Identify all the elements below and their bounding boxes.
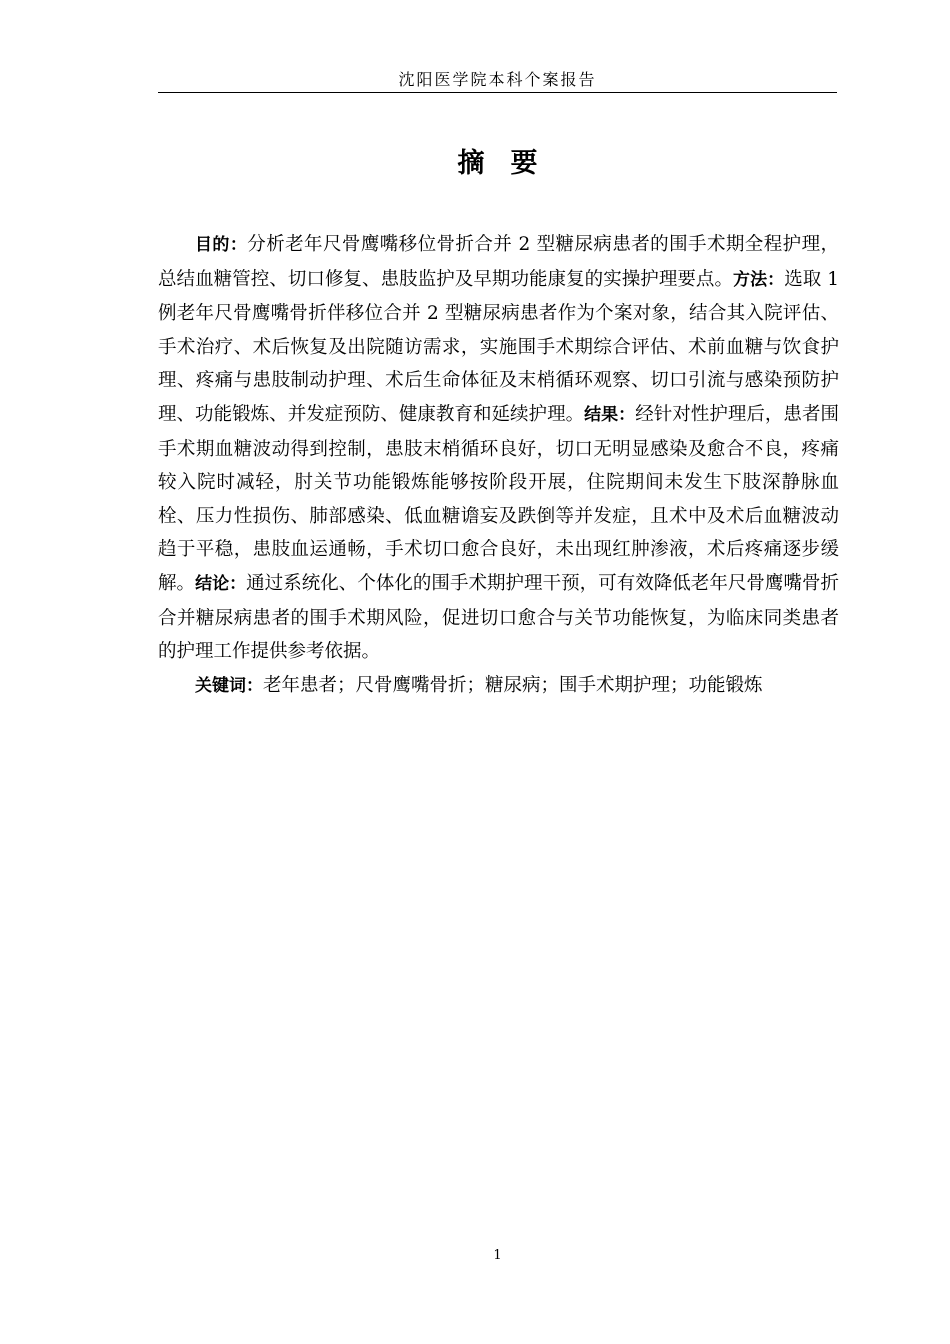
- result-label: 结果：: [584, 404, 636, 425]
- keywords-paragraph: [158, 669, 839, 704]
- purpose-text: 分析老年尺骨鹰嘴移位骨折合并 2 型糖尿病患者的围手术期全程护理，总结血糖管控、切口修复、患肢监护及早期功能康复的实操护理要点。: [158, 234, 839, 290]
- abstract-heading: [158, 146, 837, 182]
- running-header: 沈阳医学院本科个案报告: [398, 70, 597, 89]
- conclusion-label: 结论：: [195, 573, 247, 594]
- abstract-body: [158, 228, 839, 703]
- keywords-label: 关键词：: [195, 675, 263, 696]
- method-text: 选取 1 例老年尺骨鹰嘴骨折伴移位合并 2 型糖尿病患者作为个案对象，结合其入院评估、手术治疗、术后恢复及出院随访需求，实施围手术期综合评估、术前血糖与饮食护理、疼痛与患肢制动护理、术后生命体征及末梢循环观察、切口引流与感染预防护理、功能锻炼、并发症预防、健康教育和延续护理。: [158, 268, 840, 425]
- conclusion-text: 通过系统化、个体化的围手术期护理干预，可有效降低老年尺骨鹰嘴骨折合并糖尿病患者的围手术期风险，促进切口愈合与关节功能恢复，为临床同类患者的护理工作提供参考依据。: [158, 572, 839, 663]
- abstract-heading-char-2: 要: [510, 148, 538, 179]
- abstract-heading-char-1: 摘: [457, 148, 485, 179]
- header-rule: [158, 92, 837, 93]
- page-number: 1: [493, 1248, 502, 1263]
- method-label: 方法：: [733, 269, 785, 290]
- result-text: 经针对性护理后，患者围手术期血糖波动得到控制，患肢末梢循环良好，切口无明显感染及愈合不良，疼痛较入院时减轻，肘关节功能锻炼能够按阶段开展，住院期间未发生下肢深静脉血栓、压力性损伤、肺部感染、低血糖谵妄及跌倒等并发症，且术中及术后血糖波动趋于平稳，患肢血运通畅，手术切口愈合良好，未出现红肿渗液，术后疼痛逐步缓解。: [158, 403, 839, 594]
- purpose-label: 目的：: [195, 235, 248, 255]
- abstract-paragraph: [158, 228, 839, 669]
- keywords-text: 老年患者；尺骨鹰嘴骨折；糖尿病；围手术期护理；功能锻炼: [263, 674, 763, 696]
